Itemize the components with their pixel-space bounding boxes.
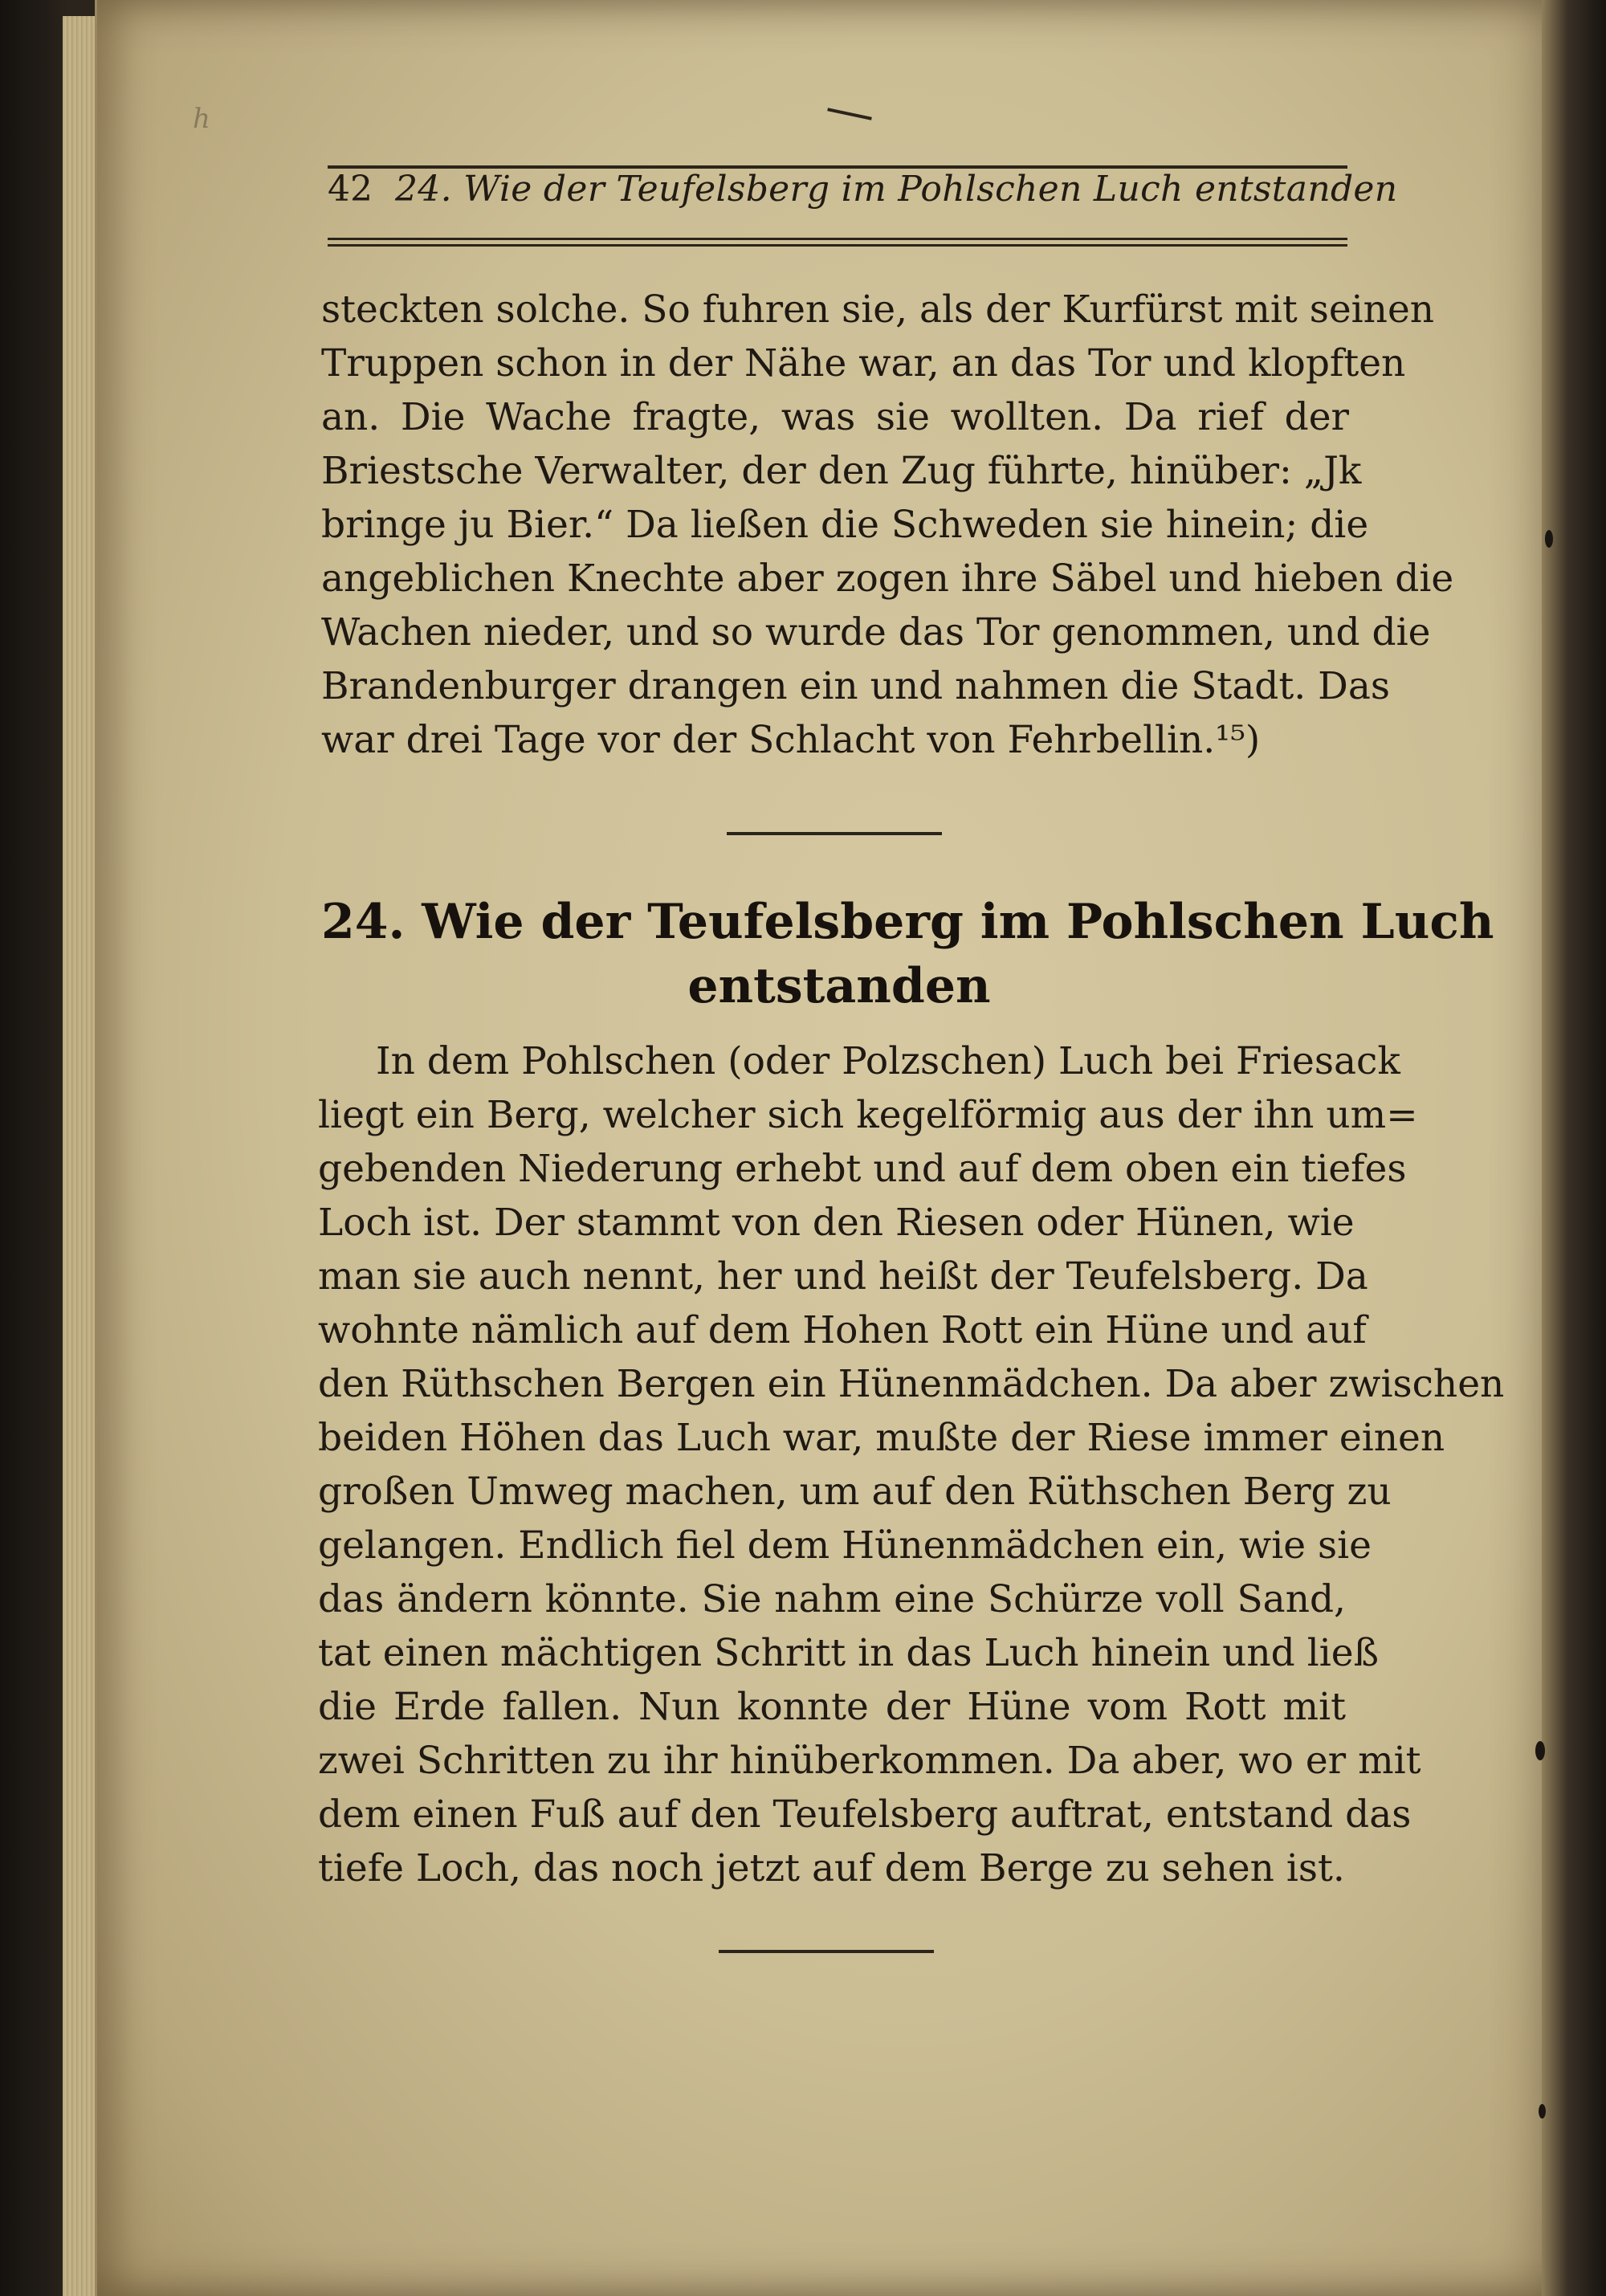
text-line: bringe ju Bier.“ Da ließen die Schweden sie hinein; die [321, 503, 1369, 547]
text-line: tiefe Loch, das noch jetzt auf dem Berge zu sehen ist. [318, 1846, 1345, 1890]
text-line: tat einen mächtigen Schritt in das Luch hinein und ließ [318, 1631, 1379, 1675]
text-line: Brandenburger drangen ein und nahmen die Stadt. Das [321, 664, 1390, 708]
text-line: gelangen. Endlich fiel dem Hünenmädchen ein, wie sie [318, 1523, 1372, 1568]
header-rule-bottom-2 [328, 244, 1347, 247]
text-line: man sie auch nennt, her und heißt der Teufelsberg. Da [318, 1254, 1368, 1299]
text-line: angeblichen Knechte aber zogen ihre Säbel und hieben die [321, 557, 1454, 601]
heading-line-2: entstanden [687, 958, 991, 1014]
ink-speck [1545, 530, 1553, 548]
text-line: liegt ein Berg, welcher sich kegelförmig aus der ihn um= [318, 1093, 1418, 1137]
text-line: an. Die Wache fragte, was sie wollten. Da rief der [321, 395, 1349, 439]
continued-paragraph [321, 283, 1454, 767]
section-paragraph [318, 1034, 1505, 1895]
text-line: Loch ist. Der stammt von den Riesen oder Hünen, wie [318, 1201, 1355, 1245]
text-line: das ändern könnte. Sie nahm eine Schürze voll Sand, [318, 1577, 1346, 1621]
page-number: 42 [328, 169, 373, 210]
text-line: beiden Höhen das Luch war, mußte der Riese immer einen [318, 1416, 1445, 1460]
running-header [328, 169, 1398, 210]
text-line: Wachen nieder, und so wurde das Tor genommen, und die [321, 610, 1431, 655]
text-line: dem einen Fuß auf den Teufelsberg auftrat, entstand das [318, 1792, 1412, 1837]
section-separator [727, 832, 942, 835]
text-line: steckten solche. So fuhren sie, als der Kurfürst mit seinen [321, 288, 1435, 332]
heading-line-1: 24. Wie der Teufelsberg im Pohlschen Luch [321, 894, 1494, 950]
text-line: zwei Schritten zu ihr hinüberkommen. Da aber, wo er mit [318, 1739, 1421, 1783]
running-title: 24. Wie der Teufelsberg im Pohlschen Luch entstanden [395, 169, 1398, 210]
text-line: Truppen schon in der Nähe war, an das Tor und klopften [321, 341, 1406, 385]
text-line: den Rüthschen Bergen ein Hünenmädchen. Da aber zwischen [318, 1362, 1505, 1406]
end-separator [719, 1950, 934, 1953]
right-page-shadow [1542, 0, 1606, 2296]
pencil-mark: h [193, 103, 210, 135]
ink-speck [1535, 1741, 1545, 1760]
text-line: die Erde fallen. Nun konnte der Hüne vom Rott mit [318, 1685, 1346, 1729]
ink-speck [1539, 2104, 1546, 2119]
text-line: wohnte nämlich auf dem Hohen Rott ein Hüne und auf [318, 1308, 1367, 1352]
section-heading [321, 890, 1494, 1018]
text-line: Briestsche Verwalter, der den Zug führte, hinüber: „Jk [321, 449, 1362, 493]
text-line: war drei Tage vor der Schlacht von Fehrbellin.¹⁵) [321, 718, 1261, 762]
text-line: großen Umweg machen, um auf den Rüthschen Berg zu [318, 1470, 1392, 1514]
header-rule-bottom-1 [328, 238, 1347, 240]
text-line: In dem Pohlschen (oder Polzschen) Luch bei Friesack [376, 1039, 1400, 1083]
text-line: gebenden Niederung erhebt und auf dem oben ein tiefes [318, 1147, 1407, 1191]
